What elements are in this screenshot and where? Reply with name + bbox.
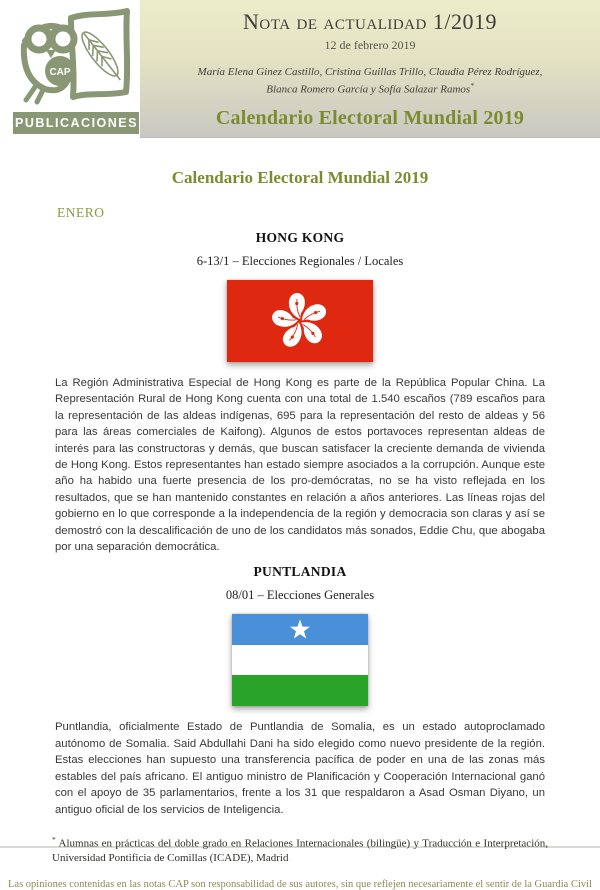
note-date: 12 de febrero 2019	[324, 38, 416, 52]
footnote-mark: *	[52, 834, 56, 844]
authors-line-1: María Elena Ginez Castillo, Cristina Guillas Trillo, Claudia Pérez Rodríguez,	[197, 66, 543, 78]
authors	[140, 66, 600, 97]
entry-hong-kong	[0, 230, 600, 555]
footer-disclaimer: Las opiniones contenidas en las notas CAP son responsabilidad de sus autores, sin que reflejen necesariamente el sentir de la Guardia Civil	[8, 878, 592, 890]
entry-paragraph: Puntlandia, oficialmente Estado de Puntlandia de Somalia, es un estado autoproclamado autónomo de Somalia. Said Abdullahi Dani ha sido elegido como nuevo presidente de la región. Estas elecciones han supuesto una transferencia pacífica de poder en una de las zonas más estables del país africano. El antiguo ministro de Planificación y Cooperación Internacional ganó con el apoyo de 35 parlamentarios, frente a los 31 que respaldaron a Asad Osman Diyano, un antiguo oficial de los servicios de Inteligencia.	[55, 721, 545, 816]
logo-publicaciones-banner: PUBLICACIONES	[13, 112, 139, 134]
election-date: 08/01 – Elecciones Generales	[225, 588, 375, 603]
flag-container	[0, 280, 600, 362]
flag-container	[0, 614, 600, 706]
cap-publicaciones-logo	[13, 5, 139, 134]
country-heading: HONG KONG	[255, 230, 345, 245]
footnote-text: Alumnas en prácticas del doble grado en Relaciones Internacionales (bilingüe) y Traducción e Interpretación, Universidad Pontificia de Comillas (ICADE), Madrid	[52, 837, 548, 865]
header-subtitle: Calendario Electoral Mundial 2019	[215, 106, 525, 129]
owl-book-feather-icon	[13, 5, 139, 105]
logo-cap-text: CAP	[49, 67, 71, 78]
entry-puntland	[0, 564, 600, 817]
footnote	[52, 833, 548, 866]
month-label: ENERO	[57, 205, 105, 220]
country-heading: PUNTLANDIA	[253, 564, 347, 580]
hong-kong-flag-icon	[227, 280, 373, 362]
entry-paragraph: La Región Administrativa Especial de Hong Kong es parte de la República Popular China. La Representación Rural de Hong Kong cuenta con una total de 1.540 escaños (789 escaños para la representación de las aldeas indígenas, 695 para la representación del resto de aldeas y 56 para las áreas comerciales de Kaifong). Algunos de estos portavoces representan aldeas de interés para las constructoras y demás, que buscan satisfacer la creciente demanda de vivienda de Hong Kong. Estos representantes han estado siempre asociados a la corrupción. Aunque este año ha habido una fuerte presencia de los pro-demócratas, no se ha visto reflejada en los resultados, que se han mantenido constantes en relación a años anteriores. Las líneas rojas del gobierno en lo que corresponde a la independencia de la región y democracia son claras y así se demostró con la descalificación de uno de los candidatos más sonados, Eddie Chu, que abogaba por una separación democrática.	[55, 377, 545, 554]
authors-line-2: Blanca Romero García y Sofía Salazar Ramos*	[266, 81, 474, 96]
note-title: Nota de actualidad 1/2019	[243, 9, 497, 34]
authors-footnote-mark: *	[470, 81, 474, 90]
header-band	[140, 0, 600, 138]
election-date: 6-13/1 – Elecciones Regionales / Locales	[196, 254, 404, 268]
puntland-flag-icon	[232, 614, 368, 706]
page-header	[0, 0, 600, 138]
section-title: Calendario Electoral Mundial 2019	[171, 168, 429, 187]
